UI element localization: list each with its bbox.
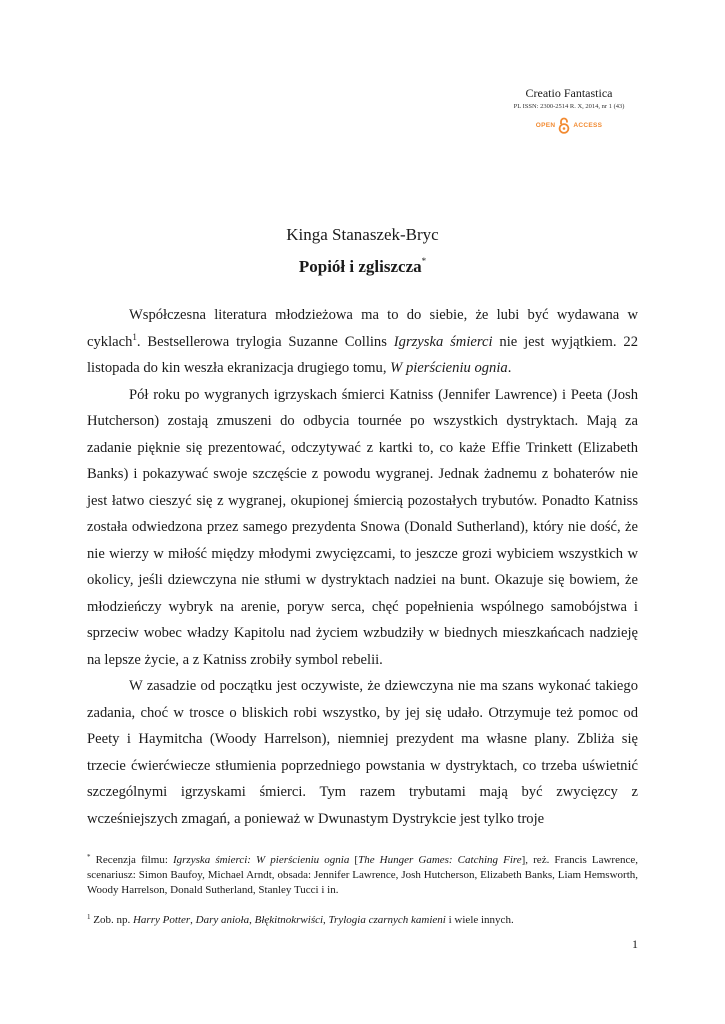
article-body [87, 302, 638, 832]
open-access-logo [499, 117, 639, 134]
text-run: Pół roku po wygranych igrzyskach śmierci Katniss (Jennifer Lawrence) i Peeta (Josh Hutcherson) zostają zmuszeni do odbycia tournée po wszystkich dystryktach. Mają za zadanie pięknie się prezentować, odczytywać z kartki to, co każe Effie Trinkett (Elizabeth Banks) i pokazywać swoje szczęście z powodu wygranej. Jednak żadnemu z bohaterów nie jest łatwo cieszyć się z wygranej, okupionej śmiercią pozostałych trybutów. Ponadto Katniss została odwiedzona przez samego prezydenta Snowa (Donald Sutherland), który nie dość, że nie wierzy w miłość między młodymi zwycięzcami, to jeszcze grozi wybiciem wszystkich w okolicy, jeśli dziewczyna nie stłumi w dystryktach nadziei na bunt. Okazuje się bowiem, że młodzieńczy wybryk na arenie, poryw serca, chęć popełnienia wspólnego samobójstwa i sprzeciw wobec władzy Kapitolu nad życiem wzbudziły w biednych mieszkańcach nadzieję na lepsze życie, a z Katniss zrobiły symbol rebelii. [87, 386, 638, 668]
journal-name: Creatio Fantastica [525, 86, 613, 100]
italic-title-text: The Hunger Games: Catching Fire [358, 854, 522, 866]
italic-title-text: Dary anioła [195, 914, 250, 926]
italic-title-text: Błękitnokrwiści [254, 914, 324, 926]
open-access-left-text: OPEN [535, 122, 556, 129]
article-author: Kinga Stanaszek-Bryc [286, 225, 439, 244]
open-lock-icon [558, 117, 570, 134]
body-paragraph [87, 382, 638, 674]
italic-title-text: Igrzyska śmierci [393, 333, 493, 350]
italic-title-text: Harry Potter [132, 914, 191, 926]
footnote-reference[interactable]: 1 [132, 331, 137, 342]
journal-issn: PL ISSN: 2300-2514 R. X, 2014, nr 1 (43) [513, 103, 625, 110]
text-run: nie jest wyjątkiem. 22 listopada do kin weszła ekranizacja drugiego tomu, [87, 333, 638, 376]
italic-title-text: W pierścieniu ognia [390, 360, 508, 376]
article-title-text: Popiół i zgliszcza [298, 257, 422, 276]
text-run: Zob. np. [90, 914, 133, 926]
body-paragraph [87, 673, 638, 832]
text-run: , [190, 914, 196, 926]
text-run: Recenzja filmu: [90, 854, 173, 866]
footnote [87, 913, 638, 928]
text-run: [ [349, 854, 359, 866]
article-title [0, 256, 725, 277]
title-footnote-mark[interactable]: * [421, 256, 427, 266]
footnote-reference[interactable]: * [87, 853, 91, 861]
text-run: , [323, 914, 329, 926]
journal-header [499, 86, 639, 134]
text-run: , [249, 914, 255, 926]
italic-title-text: Trylogia czarnych kamieni [328, 914, 446, 926]
body-paragraph [87, 302, 638, 382]
text-run: W zasadzie od początku jest oczywiste, że dziewczyna nie ma szans wykonać takiego zadania, choć w trosce o bliskich robi wszystko, by jej się udało. Otrzymuje też pomoc od Peety i Haymitcha (Woody Harrelson), niemniej prezydent ma własne plany. Zbliża się trzecie ćwierćwiecze stłumienia poprzedniego powstania w dystryktach, co trzeba uświetnić szczególnymi igrzyskami śmierci. Tym razem trybutami mają być zwycięzcy z wcześniejszych zmagań, a ponieważ w Dwunastym Dystrykcie jest tylko troje [87, 678, 638, 827]
text-run: . [507, 360, 512, 376]
footnote-reference[interactable]: 1 [87, 913, 91, 921]
text-run: . Bestsellerowa trylogia Suzanne Collins [136, 333, 394, 350]
footnotes [87, 853, 638, 928]
open-access-right-text: ACCESS [573, 122, 603, 129]
footnote [87, 853, 638, 898]
text-run: ], reż. Francis Lawrence, scenariusz: Simon Baufoy, Michael Arndt, obsada: Jennifer Lawrence, Josh Hutcherson, Elizabeth Banks, Liam Hemsworth, Woody Harrelson, Donald Sutherland, Stanley Tucci i in. [87, 854, 638, 896]
text-run: Współczesna literatura młodzieżowa ma to do siebie, że lubi być wydawana w cyklach [87, 307, 638, 350]
italic-title-text: Igrzyska śmierci: W pierścieniu ognia [172, 854, 350, 866]
page-number: 1 [632, 937, 638, 951]
text-run: i wiele innych. [445, 914, 514, 926]
